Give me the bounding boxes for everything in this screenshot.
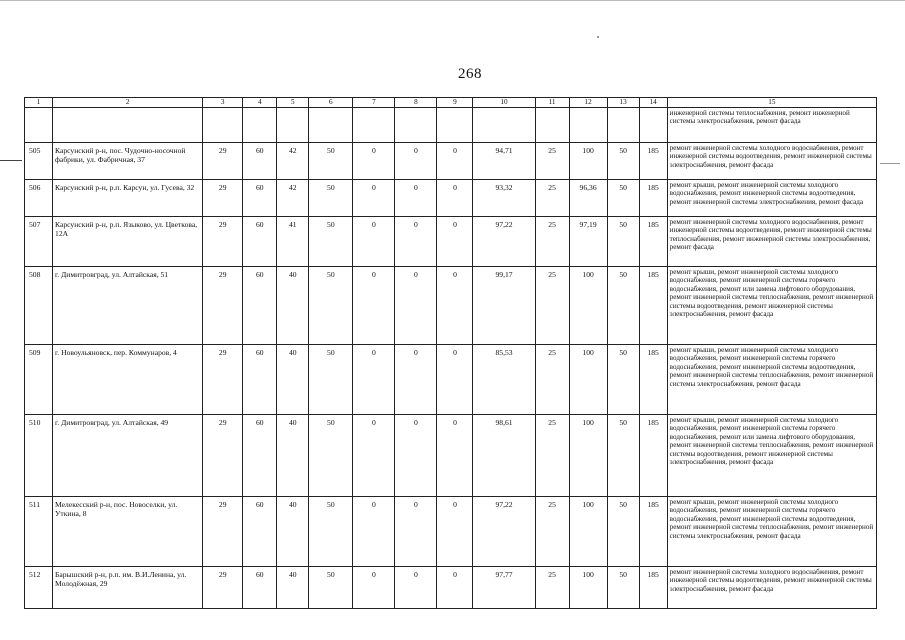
cell-number: 510 — [25, 415, 53, 497]
cell-work-types: ремонт крыши, ремонт инженерной системы холодного водоснабжения, ремонт инженерной системы горячего водоснабжения, ремонт или замена лифтового оборудования, ремонт инженерной системы теплоснабжения, ремонт инженерной системы водоотведения, ремонт инженерной системы электроснабжения, ремонт фасада — [667, 415, 876, 497]
cell-value-3: 29 — [203, 180, 243, 217]
cell-value-8: 0 — [395, 497, 437, 567]
table-row — [25, 267, 877, 345]
cell-value-3: 29 — [203, 567, 243, 609]
cell-value-13: 50 — [607, 415, 639, 497]
cell-value-10: 93,32 — [473, 180, 535, 217]
repair-schedule-table — [24, 97, 877, 609]
cell-value-5: 40 — [277, 267, 309, 345]
column-header-13: 13 — [607, 98, 639, 108]
cell-work-types: инженерной системы теплоснабжения, ремонт инженерной системы электроснабжения, ремонт фасада — [667, 108, 876, 143]
cell-work-types: ремонт инженерной системы холодного водоснабжения, ремонт инженерной системы водоотведения, ремонт инженерной системы электроснабжения, ремонт фасада — [667, 143, 876, 180]
table-row — [25, 217, 877, 267]
cell-value-6: 50 — [309, 415, 353, 497]
cell-number: 506 — [25, 180, 53, 217]
cell-value-13: 50 — [607, 345, 639, 415]
cell-value-4: 60 — [243, 180, 277, 217]
column-header-4: 4 — [243, 98, 277, 108]
cell-value-7 — [353, 108, 395, 143]
cell-value-12: 100 — [569, 497, 607, 567]
cell-value-10: 99,17 — [473, 267, 535, 345]
cell-value-8: 0 — [395, 345, 437, 415]
scan-speck — [597, 36, 599, 38]
cell-value-13: 50 — [607, 497, 639, 567]
cell-value-3: 29 — [203, 345, 243, 415]
cell-value-10 — [473, 108, 535, 143]
cell-address: г. Димитровград, ул. Алтайская, 49 — [53, 415, 203, 497]
cell-value-11: 25 — [535, 415, 569, 497]
cell-value-8: 0 — [395, 180, 437, 217]
cell-value-12: 100 — [569, 415, 607, 497]
cell-value-4: 60 — [243, 143, 277, 180]
cell-value-7: 0 — [353, 180, 395, 217]
cell-value-13 — [607, 108, 639, 143]
cell-value-4: 60 — [243, 415, 277, 497]
cell-value-4 — [243, 108, 277, 143]
cell-value-9: 0 — [437, 180, 473, 217]
cell-value-6: 50 — [309, 267, 353, 345]
cell-value-6: 50 — [309, 497, 353, 567]
cell-value-10: 97,22 — [473, 217, 535, 267]
cell-value-10: 94,71 — [473, 143, 535, 180]
column-header-12: 12 — [569, 98, 607, 108]
cell-value-14: 185 — [639, 143, 667, 180]
cell-work-types: ремонт инженерной системы холодного водоснабжения, ремонт инженерной системы водоотведения, ремонт инженерной системы электроснабжения, ремонт фасада — [667, 567, 876, 609]
cell-value-6: 50 — [309, 180, 353, 217]
cell-value-10: 97,77 — [473, 567, 535, 609]
cell-value-11: 25 — [535, 567, 569, 609]
cell-value-8: 0 — [395, 415, 437, 497]
cell-work-types: ремонт крыши, ремонт инженерной системы холодного водоснабжения, ремонт инженерной системы горячего водоснабжения, ремонт или замена лифтового оборудования, ремонт инженерной системы теплоснабжения, ремонт инженерной системы водоотведения, ремонт инженерной системы электроснабжения, ремонт фасада — [667, 267, 876, 345]
cell-value-9 — [437, 108, 473, 143]
cell-number: 505 — [25, 143, 53, 180]
column-header-6: 6 — [309, 98, 353, 108]
cell-value-14: 185 — [639, 567, 667, 609]
cell-value-6: 50 — [309, 143, 353, 180]
cell-value-5: 40 — [277, 497, 309, 567]
cell-value-9: 0 — [437, 143, 473, 180]
cell-value-14: 185 — [639, 217, 667, 267]
cell-value-5: 40 — [277, 345, 309, 415]
scan-edge-top — [0, 0, 905, 1]
cell-value-13: 50 — [607, 217, 639, 267]
cell-value-11: 25 — [535, 143, 569, 180]
cell-value-7: 0 — [353, 143, 395, 180]
cell-value-4: 60 — [243, 345, 277, 415]
cell-value-7: 0 — [353, 567, 395, 609]
column-header-9: 9 — [437, 98, 473, 108]
cell-address — [53, 108, 203, 143]
cell-value-11: 25 — [535, 180, 569, 217]
cell-value-11: 25 — [535, 497, 569, 567]
cell-number: 511 — [25, 497, 53, 567]
cell-value-9: 0 — [437, 267, 473, 345]
table-row — [25, 497, 877, 567]
cell-value-10: 97,22 — [473, 497, 535, 567]
cell-value-11: 25 — [535, 217, 569, 267]
cell-value-4: 60 — [243, 217, 277, 267]
cell-value-5: 42 — [277, 143, 309, 180]
header-row — [25, 98, 877, 108]
cell-value-11: 25 — [535, 345, 569, 415]
column-header-15: 15 — [667, 98, 876, 108]
column-header-3: 3 — [203, 98, 243, 108]
cell-value-10: 98,61 — [473, 415, 535, 497]
column-header-5: 5 — [277, 98, 309, 108]
cell-value-14: 185 — [639, 497, 667, 567]
cell-value-8: 0 — [395, 567, 437, 609]
cell-value-13: 50 — [607, 567, 639, 609]
cell-value-9: 0 — [437, 497, 473, 567]
cell-value-12: 100 — [569, 267, 607, 345]
column-header-1: 1 — [25, 98, 53, 108]
column-header-11: 11 — [535, 98, 569, 108]
column-header-8: 8 — [395, 98, 437, 108]
cell-value-12: 100 — [569, 143, 607, 180]
cell-number: 512 — [25, 567, 53, 609]
cell-value-3: 29 — [203, 143, 243, 180]
cell-value-14: 185 — [639, 267, 667, 345]
cell-value-3: 29 — [203, 217, 243, 267]
cell-value-13: 50 — [607, 143, 639, 180]
cell-number — [25, 108, 53, 143]
cell-number: 507 — [25, 217, 53, 267]
cell-value-12: 100 — [569, 567, 607, 609]
cell-address: Карсунский р-н, р.п. Карсун, ул. Гусева, 32 — [53, 180, 203, 217]
cell-value-3: 29 — [203, 415, 243, 497]
cell-work-types: ремонт крыши, ремонт инженерной системы холодного водоснабжения, ремонт инженерной системы водоотведения, ремонт инженерной системы электроснабжения, ремонт фасада — [667, 180, 876, 217]
cell-value-8 — [395, 108, 437, 143]
cell-value-4: 60 — [243, 497, 277, 567]
cell-value-13: 50 — [607, 180, 639, 217]
cell-value-6 — [309, 108, 353, 143]
column-header-2: 2 — [53, 98, 203, 108]
cell-value-4: 60 — [243, 567, 277, 609]
cell-address: Карсунский р-н, р.п. Языково, ул. Цветкова, 12А — [53, 217, 203, 267]
page-number: 268 — [458, 66, 482, 82]
cell-value-12: 96,36 — [569, 180, 607, 217]
cell-address: Мелекесский р-н, пос. Новоселки, ул. Уткина, 8 — [53, 497, 203, 567]
cell-value-14 — [639, 108, 667, 143]
cell-value-5: 40 — [277, 567, 309, 609]
scan-mark-right — [880, 163, 900, 164]
cell-value-11 — [535, 108, 569, 143]
table-row — [25, 108, 877, 143]
cell-work-types: ремонт крыши, ремонт инженерной системы холодного водоснабжения, ремонт инженерной системы горячего водоснабжения, ремонт инженерной системы водоотведения, ремонт инженерной системы теплоснабжения, ремонт инженерной системы электроснабжения, ремонт фасада — [667, 345, 876, 415]
cell-value-7: 0 — [353, 267, 395, 345]
cell-value-8: 0 — [395, 143, 437, 180]
cell-value-12: 100 — [569, 345, 607, 415]
cell-value-6: 50 — [309, 345, 353, 415]
cell-value-5: 40 — [277, 415, 309, 497]
table-row — [25, 180, 877, 217]
scan-mark-left — [0, 160, 22, 161]
table-row — [25, 415, 877, 497]
cell-value-7: 0 — [353, 415, 395, 497]
cell-work-types: ремонт инженерной системы холодного водоснабжения, ремонт инженерной системы водоотведения, ремонт инженерной системы теплоснабжения, ремонт инженерной системы электроснабжения, ремонт фасада — [667, 217, 876, 267]
cell-value-8: 0 — [395, 267, 437, 345]
cell-value-8: 0 — [395, 217, 437, 267]
cell-address: г. Новоульяновск, пер. Коммунаров, 4 — [53, 345, 203, 415]
cell-address: Барышский р-н, р.п. им. В.И.Ленина, ул. Молодёжная, 29 — [53, 567, 203, 609]
cell-work-types: ремонт крыши, ремонт инженерной системы холодного водоснабжения, ремонт инженерной системы горячего водоснабжения, ремонт инженерной системы водоотведения, ремонт инженерной системы теплоснабжения, ремонт инженерной системы электроснабжения, ремонт фасада — [667, 497, 876, 567]
cell-address: Карсунский р-н, пос. Чудочно-носочной фабрики, ул. Фабричная, 37 — [53, 143, 203, 180]
cell-value-10: 85,53 — [473, 345, 535, 415]
table-row — [25, 567, 877, 609]
cell-value-5: 41 — [277, 217, 309, 267]
table-row — [25, 345, 877, 415]
cell-value-11: 25 — [535, 267, 569, 345]
cell-value-14: 185 — [639, 415, 667, 497]
cell-value-6: 50 — [309, 567, 353, 609]
cell-value-12 — [569, 108, 607, 143]
cell-value-5 — [277, 108, 309, 143]
cell-value-3: 29 — [203, 267, 243, 345]
cell-value-9: 0 — [437, 415, 473, 497]
cell-number: 509 — [25, 345, 53, 415]
cell-value-9: 0 — [437, 345, 473, 415]
cell-value-9: 0 — [437, 217, 473, 267]
cell-value-6: 50 — [309, 217, 353, 267]
table-row — [25, 143, 877, 180]
column-header-10: 10 — [473, 98, 535, 108]
cell-value-14: 185 — [639, 180, 667, 217]
cell-value-3: 29 — [203, 497, 243, 567]
cell-value-5: 42 — [277, 180, 309, 217]
cell-value-13: 50 — [607, 267, 639, 345]
cell-value-7: 0 — [353, 497, 395, 567]
cell-number: 508 — [25, 267, 53, 345]
cell-value-7: 0 — [353, 345, 395, 415]
cell-value-3 — [203, 108, 243, 143]
cell-value-4: 60 — [243, 267, 277, 345]
cell-address: г. Димитровград, ул. Алтайская, 51 — [53, 267, 203, 345]
column-header-7: 7 — [353, 98, 395, 108]
cell-value-9: 0 — [437, 567, 473, 609]
cell-value-12: 97,19 — [569, 217, 607, 267]
cell-value-14: 185 — [639, 345, 667, 415]
column-header-14: 14 — [639, 98, 667, 108]
cell-value-7: 0 — [353, 217, 395, 267]
